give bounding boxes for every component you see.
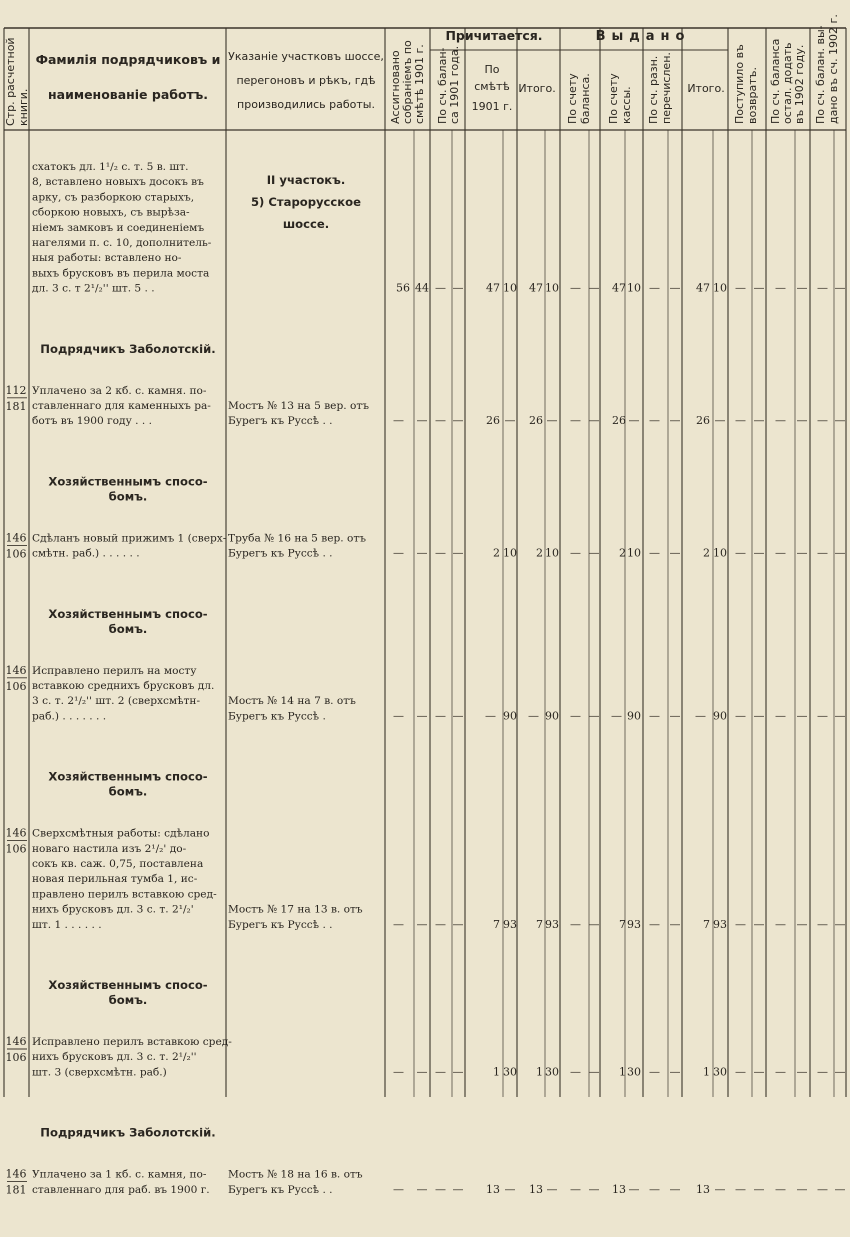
group-heading: Хозяйственнымъ спосо-: [48, 978, 208, 992]
work-description-line: Уплачено за 1 кб. с. камня, по-: [32, 1168, 207, 1181]
work-description-line: сокъ кв. саж. 0,75, поставлена: [32, 858, 204, 870]
location-line: Бурегъ къ Руссѣ . .: [228, 918, 333, 931]
empty-kopecks-balance_issued: —: [834, 709, 846, 723]
empty-rubles-assigned: —: [393, 917, 404, 931]
empty-rubles-by_balance: —: [570, 1182, 581, 1196]
page-ref-bottom: 106: [5, 1051, 27, 1064]
location-line: Мостъ № 14 на 7 в. отъ: [228, 695, 356, 708]
amount-kopecks-total: 93: [545, 917, 559, 931]
empty-kopecks-issued_total: —: [714, 1182, 726, 1196]
amount-rubles-total: 47: [529, 281, 543, 295]
empty-kopecks-balance: —: [452, 1065, 464, 1079]
header-balance-1901-col: По сч. балан-са 1901 года.: [436, 45, 461, 124]
amount-kopecks-cash: 10: [627, 281, 641, 295]
empty-kopecks-total: —: [546, 414, 558, 428]
amount-rubles-total: 2: [536, 546, 543, 560]
amount-kopecks-estimate: 10: [503, 281, 517, 295]
group-heading: Хозяйственнымъ спосо-: [48, 606, 208, 621]
work-description-line: дл. 3 с. т 2¹/₂'' шт. 5 . .: [32, 282, 155, 295]
page-ref-bottom: 181: [5, 1183, 27, 1197]
empty-rubles-misc: —: [649, 546, 660, 560]
header-returned-col: Поступило въвозвратъ.: [733, 44, 759, 124]
empty-kopecks-balance: —: [452, 546, 464, 560]
empty-rubles-misc: —: [649, 709, 660, 723]
empty-rubles-balance_issued: —: [817, 917, 828, 931]
amount-rubles-total: 26: [529, 414, 543, 428]
table-header: [4, 14, 840, 126]
empty-kopecks-by_balance: —: [588, 414, 600, 428]
amount-rubles-estimate: 26: [486, 414, 500, 428]
empty-kopecks-misc: —: [669, 281, 681, 295]
group-heading: Хозяйственнымъ спосо-: [48, 474, 208, 489]
work-description-line: арку, съ разборкою старыхъ,: [32, 191, 195, 204]
empty-rubles-misc: —: [649, 1065, 660, 1079]
empty-rubles-balance_issued: —: [817, 414, 828, 428]
header-misc-transfers-col: По сч. разн.перечислен.: [647, 52, 673, 124]
empty-rubles-issued_total: —: [695, 709, 706, 723]
empty-rubles-by_balance: —: [570, 414, 581, 428]
empty-rubles-returned: —: [735, 281, 746, 295]
amount-kopecks-estimate: 10: [503, 546, 517, 560]
empty-kopecks-by_balance: —: [588, 1182, 600, 1196]
empty-kopecks-balance: —: [452, 281, 464, 295]
empty-rubles-assigned: —: [393, 709, 404, 723]
section-location-line: 5) Старорусское: [250, 195, 362, 209]
empty-kopecks-balance_issued: —: [834, 414, 846, 428]
empty-kopecks-returned: —: [753, 1065, 765, 1079]
empty-kopecks-total: —: [546, 1182, 558, 1196]
header-balance-issued-col: По сч. балан. вы-дано въ сч. 1902 г.: [814, 14, 840, 124]
header-assigned-col: Ассигнованособраніемъ посмѣтѣ 1901 г.: [389, 40, 426, 124]
empty-rubles-balance_rem: —: [775, 1182, 786, 1196]
empty-kopecks-balance_issued: —: [834, 1182, 846, 1196]
header-due-group: Причитается.: [445, 28, 543, 43]
location-line: Мостъ № 13 на 5 вер. отъ: [228, 400, 369, 412]
group-heading: Подрядчикъ Заболотскій.: [40, 341, 216, 356]
amount-rubles-issued_total: 7: [703, 917, 710, 931]
empty-kopecks-balance_issued: —: [834, 546, 846, 560]
empty-rubles-total: —: [528, 709, 539, 723]
amount-kopecks-cash: 90: [627, 709, 641, 723]
page-ref-top: 112: [5, 383, 27, 397]
page-ref-top: 146: [5, 826, 27, 840]
work-description-line: Сверхсмѣтныя работы: сдѣлано: [32, 827, 210, 840]
work-description-line: выхъ брусковъ въ перила моста: [32, 267, 210, 280]
empty-rubles-balance_issued: —: [817, 1065, 828, 1079]
work-description-line: нихъ брусковъ дл. 3 с. т. 2¹/₂'': [32, 1051, 197, 1064]
work-description-line: сборкою новыхъ, съ вырѣза-: [32, 206, 190, 219]
amount-rubles-total: 13: [529, 1182, 543, 1196]
empty-rubles-balance: —: [435, 414, 446, 428]
empty-kopecks-balance: —: [452, 414, 464, 428]
header-by-cash-col: По счетукассы.: [607, 73, 633, 124]
empty-rubles-by_balance: —: [570, 917, 581, 931]
work-description-line: вставкою среднихъ брусковъ дл.: [32, 680, 215, 692]
header-estimate-1901-col: По смѣтѣ 1901 г.: [471, 63, 513, 113]
empty-rubles-balance_rem: —: [775, 414, 786, 428]
empty-kopecks-estimate: —: [504, 414, 516, 428]
empty-kopecks-balance_rem: —: [796, 414, 808, 428]
empty-rubles-assigned: —: [393, 1182, 404, 1196]
work-description-line: ніемъ замковъ и соединеніемъ: [32, 221, 205, 234]
empty-rubles-misc: —: [649, 414, 660, 428]
empty-rubles-balance: —: [435, 917, 446, 931]
amount-rubles-cash: 13: [612, 1182, 626, 1196]
empty-rubles-by_balance: —: [570, 281, 581, 295]
empty-rubles-balance_rem: —: [775, 1065, 786, 1079]
group-heading: Хозяйственнымъ спосо-: [48, 769, 208, 784]
empty-kopecks-balance_rem: —: [796, 546, 808, 560]
page-ref-top: 146: [5, 1035, 27, 1048]
empty-kopecks-assigned: —: [416, 414, 428, 428]
empty-kopecks-returned: —: [753, 917, 765, 931]
empty-rubles-misc: —: [649, 281, 660, 295]
empty-kopecks-misc: —: [669, 546, 681, 560]
empty-rubles-returned: —: [735, 1065, 746, 1079]
amount-kopecks-estimate: 30: [503, 1065, 517, 1079]
empty-kopecks-by_balance: —: [588, 281, 600, 295]
header-balance-remaining-col: По сч. балансаостал. додатьвъ 1902 году.: [769, 38, 806, 124]
amount-kopecks-total: 10: [545, 281, 559, 295]
empty-rubles-by_balance: —: [570, 1065, 581, 1079]
work-description-line: шт. 1 . . . . . .: [32, 918, 102, 931]
empty-rubles-balance: —: [435, 709, 446, 723]
group-heading: бомъ.: [108, 489, 148, 504]
work-description-line: ныя работы: вставлено но-: [32, 252, 182, 265]
work-description-line: правлено перилъ вставкою сред-: [32, 888, 217, 901]
page-ref-bottom: 106: [5, 547, 27, 561]
amount-kopecks-estimate: 90: [503, 709, 517, 723]
empty-kopecks-balance_issued: —: [834, 917, 846, 931]
location-line: Мостъ № 18 на 16 в. отъ: [228, 1168, 363, 1181]
empty-kopecks-returned: —: [753, 546, 765, 560]
header-location-col: Указаніе участковъ шоссе, перегоновъ и рѣкъ, гдѣ производились работы.: [228, 50, 384, 111]
location-line: Бурегъ къ Руссѣ . .: [228, 415, 333, 428]
empty-rubles-estimate: —: [485, 709, 496, 723]
empty-kopecks-estimate: —: [504, 1182, 516, 1196]
amount-kopecks-issued_total: 10: [713, 281, 727, 295]
work-description-line: новаго настила изъ 2¹/₂' до-: [32, 842, 187, 855]
work-description-line: ставленнаго для каменныхъ ра-: [32, 400, 211, 412]
empty-rubles-misc: —: [649, 1182, 660, 1196]
empty-rubles-balance_issued: —: [817, 1182, 828, 1196]
empty-kopecks-by_balance: —: [588, 546, 600, 560]
amount-kopecks-cash: 93: [627, 917, 641, 931]
empty-kopecks-misc: —: [669, 414, 681, 428]
work-description-line: ставленнаго для раб. въ 1900 г.: [32, 1183, 210, 1196]
empty-kopecks-by_balance: —: [588, 1065, 600, 1079]
table-body: [6, 161, 846, 1197]
header-total-col: Итого.: [518, 82, 556, 95]
empty-rubles-balance_rem: —: [775, 281, 786, 295]
amount-kopecks-issued_total: 10: [713, 546, 727, 560]
empty-kopecks-balance_rem: —: [796, 1182, 808, 1196]
empty-kopecks-balance: —: [452, 709, 464, 723]
amount-rubles-estimate: 2: [493, 546, 500, 560]
section-location-line: II участокъ.: [266, 173, 346, 187]
location-line: Труба № 16 на 5 вер. отъ: [228, 532, 366, 545]
empty-kopecks-assigned: —: [416, 1182, 428, 1196]
page-ref-bottom: 106: [5, 842, 27, 856]
empty-kopecks-returned: —: [753, 281, 765, 295]
page-ref-bottom: 181: [5, 399, 27, 413]
location-line: Бурегъ къ Руссѣ .: [228, 710, 326, 723]
empty-kopecks-balance_issued: —: [834, 281, 846, 295]
empty-rubles-by_balance: —: [570, 546, 581, 560]
empty-rubles-balance_rem: —: [775, 917, 786, 931]
amount-rubles-issued_total: 47: [696, 281, 710, 295]
amount-rubles-cash: 7: [619, 917, 626, 931]
amount-rubles-issued_total: 13: [696, 1182, 710, 1196]
work-description-line: раб.) . . . . . . .: [32, 710, 107, 723]
empty-kopecks-balance: —: [452, 1182, 464, 1196]
empty-kopecks-balance_rem: —: [796, 281, 808, 295]
empty-rubles-returned: —: [735, 546, 746, 560]
empty-rubles-misc: —: [649, 917, 660, 931]
empty-rubles-balance_issued: —: [817, 709, 828, 723]
location-line: Бурегъ къ Руссѣ . .: [228, 1183, 333, 1196]
work-description-line: Исправлено перилъ вставкою сред-: [32, 1036, 232, 1048]
section-location-line: шоссе.: [282, 217, 330, 231]
amount-kopecks-estimate: 93: [503, 917, 517, 931]
empty-kopecks-misc: —: [669, 917, 681, 931]
amount-rubles-cash: 2: [619, 546, 626, 560]
empty-rubles-balance: —: [435, 1182, 446, 1196]
amount-kopecks-total: 10: [545, 546, 559, 560]
empty-kopecks-balance_issued: —: [834, 1065, 846, 1079]
empty-kopecks-balance_rem: —: [796, 1065, 808, 1079]
work-description-line: Исправлено перилъ на мосту: [32, 664, 197, 677]
empty-rubles-assigned: —: [393, 546, 404, 560]
empty-kopecks-assigned: —: [416, 546, 428, 560]
amount-rubles-assigned: 56: [396, 281, 410, 295]
amount-rubles-total: 7: [536, 917, 543, 931]
amount-kopecks-assigned: 44: [415, 281, 429, 295]
empty-kopecks-balance_rem: —: [796, 709, 808, 723]
empty-rubles-balance: —: [435, 1065, 446, 1079]
amount-rubles-estimate: 7: [493, 917, 500, 931]
work-description-line: смѣтн. раб.) . . . . . .: [32, 547, 140, 560]
empty-kopecks-misc: —: [669, 709, 681, 723]
amount-rubles-estimate: 47: [486, 281, 500, 295]
work-description-line: Уплачено за 2 кб. с. камня. по-: [32, 384, 207, 397]
work-description-line: 8, вставлено новыхъ досокъ въ: [32, 176, 204, 189]
empty-kopecks-assigned: —: [416, 1065, 428, 1079]
empty-kopecks-cash: —: [628, 414, 640, 428]
amount-rubles-total: 1: [536, 1065, 543, 1079]
work-description-line: схатокъ дл. 1¹/₂ с. т. 5 в. шт.: [32, 161, 189, 173]
group-heading: бомъ.: [108, 784, 148, 799]
header-issued-total-col: Итого.: [687, 82, 725, 95]
empty-kopecks-misc: —: [669, 1182, 681, 1196]
group-heading: бомъ.: [108, 993, 148, 1007]
empty-rubles-balance_issued: —: [817, 281, 828, 295]
page-ref-top: 146: [5, 1167, 27, 1181]
work-description-line: 3 с. т. 2¹/₂'' шт. 2 (сверхсмѣтн-: [32, 695, 201, 708]
empty-rubles-by_balance: —: [570, 709, 581, 723]
amount-kopecks-issued_total: 90: [713, 709, 727, 723]
empty-rubles-balance_rem: —: [775, 709, 786, 723]
amount-rubles-cash: 26: [612, 414, 626, 428]
empty-kopecks-by_balance: —: [588, 917, 600, 931]
location-line: Бурегъ къ Руссѣ . .: [228, 547, 333, 560]
page-ref-bottom: 106: [5, 679, 27, 693]
empty-kopecks-issued_total: —: [714, 414, 726, 428]
amount-rubles-estimate: 13: [486, 1182, 500, 1196]
empty-kopecks-returned: —: [753, 414, 765, 428]
empty-kopecks-misc: —: [669, 1065, 681, 1079]
amount-rubles-cash: 1: [619, 1065, 626, 1079]
empty-rubles-assigned: —: [393, 1065, 404, 1079]
empty-kopecks-returned: —: [753, 1182, 765, 1196]
empty-rubles-balance: —: [435, 546, 446, 560]
location-line: Мостъ № 17 на 13 в. отъ: [228, 903, 363, 916]
empty-rubles-assigned: —: [393, 414, 404, 428]
amount-kopecks-total: 90: [545, 709, 559, 723]
work-description-line: новая перильная тумба 1, ис-: [32, 873, 198, 886]
amount-rubles-issued_total: 2: [703, 546, 710, 560]
empty-kopecks-by_balance: —: [588, 709, 600, 723]
empty-kopecks-balance: —: [452, 917, 464, 931]
work-description-line: Сдѣланъ новый прижимъ 1 (сверх-: [32, 532, 227, 545]
empty-kopecks-returned: —: [753, 709, 765, 723]
empty-rubles-returned: —: [735, 709, 746, 723]
header-page-col: Стр. расчетнойкниги.: [4, 37, 30, 126]
amount-rubles-issued_total: 1: [703, 1065, 710, 1079]
work-description-line: шт. 3 (сверхсмѣтн. раб.): [32, 1066, 167, 1079]
empty-rubles-returned: —: [735, 414, 746, 428]
header-name-col: Фамилія подрядчиковъ и наименованіе работъ.: [35, 52, 221, 102]
table-grid: [4, 28, 846, 1097]
work-description-line: нагелями п. с. 10, дополнитель-: [32, 237, 212, 249]
empty-rubles-returned: —: [735, 1182, 746, 1196]
empty-kopecks-assigned: —: [416, 917, 428, 931]
page-ref-top: 146: [5, 531, 27, 545]
page-ref-top: 146: [5, 663, 27, 677]
group-heading: Подрядчикъ Заболотскій.: [40, 1125, 216, 1140]
empty-kopecks-assigned: —: [416, 709, 428, 723]
amount-kopecks-issued_total: 30: [713, 1065, 727, 1079]
amount-rubles-cash: 47: [612, 281, 626, 295]
empty-kopecks-cash: —: [628, 1182, 640, 1196]
amount-kopecks-issued_total: 93: [713, 917, 727, 931]
amount-kopecks-cash: 10: [627, 546, 641, 560]
amount-rubles-estimate: 1: [493, 1065, 500, 1079]
empty-rubles-balance: —: [435, 281, 446, 295]
group-heading: бомъ.: [108, 621, 148, 636]
empty-kopecks-balance_rem: —: [796, 917, 808, 931]
empty-rubles-cash: —: [611, 709, 622, 723]
header-by-balance-col: По счетубаланса.: [566, 73, 592, 124]
header-issued-group: Выдано: [595, 29, 691, 44]
work-description-line: ботъ въ 1900 году . . .: [32, 415, 153, 428]
empty-rubles-balance_rem: —: [775, 546, 786, 560]
amount-kopecks-total: 30: [545, 1065, 559, 1079]
amount-kopecks-cash: 30: [627, 1065, 641, 1079]
empty-rubles-returned: —: [735, 917, 746, 931]
empty-rubles-balance_issued: —: [817, 546, 828, 560]
amount-rubles-issued_total: 26: [696, 414, 710, 428]
work-description-line: нихъ брусковъ дл. 3 с. т. 2¹/₂': [32, 903, 194, 916]
